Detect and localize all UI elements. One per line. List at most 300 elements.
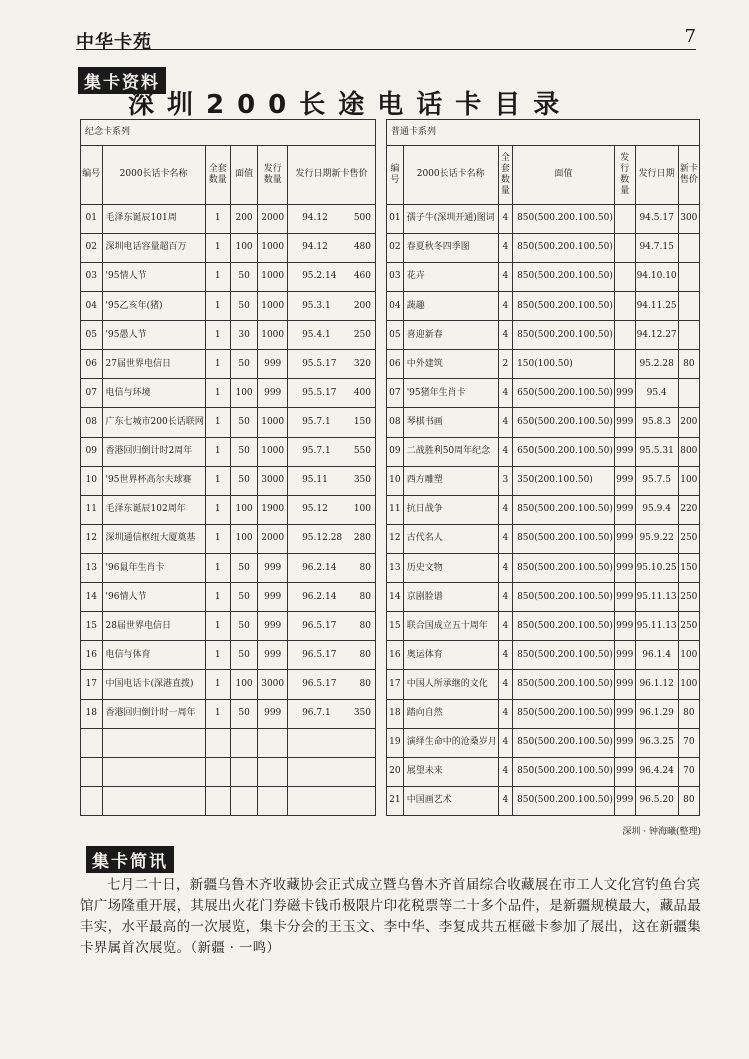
- cell-set-qty: 4: [498, 641, 512, 670]
- catalog-title: 深圳200长途电话卡目录: [128, 90, 573, 120]
- cell-issue-qty: 2000: [258, 524, 288, 553]
- table-row: [387, 233, 700, 262]
- cell-name: [102, 728, 205, 757]
- section-label-card-info: 集卡资料: [78, 67, 166, 94]
- col-header-issue-qty: 发行数量: [258, 146, 288, 204]
- table-row: [387, 670, 700, 699]
- cell-set-qty: 4: [498, 321, 512, 350]
- table-row: [81, 583, 376, 612]
- cell-number: [81, 757, 103, 786]
- cell-name: 孺子牛(深圳开通)图词: [403, 204, 498, 233]
- table-row: [387, 408, 700, 437]
- cell-issue-qty: 999: [258, 699, 288, 728]
- cell-new-price: [678, 233, 699, 262]
- cell-issue-date: 94.11.25: [635, 291, 678, 320]
- table-row: [387, 204, 700, 233]
- col-header-name: 2000长话卡名称: [102, 146, 205, 204]
- cell-date-price: [288, 670, 376, 699]
- cell-issue-date: 94.12: [302, 213, 328, 224]
- cell-number: 04: [387, 291, 404, 320]
- table-row: [81, 553, 376, 582]
- table-row: [387, 699, 700, 728]
- cell-new-price: 460: [353, 271, 371, 282]
- cell-number: [81, 786, 103, 815]
- cell-set-qty: 1: [205, 524, 230, 553]
- cell-issue-qty: [614, 233, 635, 262]
- cell-date-price: [288, 495, 376, 524]
- compiler-credit: 深圳 · 钟海曦(整理): [622, 827, 701, 837]
- cell-new-price: 80: [359, 620, 371, 631]
- table-row: [81, 641, 376, 670]
- cell-face-value: 50: [230, 408, 258, 437]
- cell-face-value: 850(500.200.100.50): [513, 583, 615, 612]
- cell-issue-date: 96.2.14: [302, 591, 337, 602]
- cell-face-value: 50: [230, 466, 258, 495]
- cell-issue-qty: 999: [614, 408, 635, 437]
- cell-set-qty: 1: [205, 233, 230, 262]
- cell-number: 11: [81, 495, 103, 524]
- cell-issue-qty: 999: [258, 641, 288, 670]
- cell-new-price: 100: [678, 670, 699, 699]
- cell-face-value: 30: [230, 321, 258, 350]
- cell-issue-date: 95.5.17: [302, 387, 337, 398]
- cell-set-qty: 1: [205, 641, 230, 670]
- cell-face-value: 50: [230, 583, 258, 612]
- table-row: [81, 495, 376, 524]
- cell-set-qty: 1: [205, 262, 230, 291]
- cell-number: 15: [387, 612, 404, 641]
- cell-number: 14: [81, 583, 103, 612]
- cell-new-price: 100: [678, 641, 699, 670]
- cell-name: '95世界杯高尔夫球赛: [102, 466, 205, 495]
- col-header-name: 2000长话卡名称: [403, 146, 498, 204]
- cell-issue-qty: 3000: [258, 670, 288, 699]
- col-header-issue-qty: 发行数量: [614, 146, 635, 204]
- cell-new-price: 70: [678, 757, 699, 786]
- cell-new-price: [678, 321, 699, 350]
- cell-issue-date: 96.3.25: [635, 728, 678, 757]
- cell-name: 喜迎新春: [403, 321, 498, 350]
- cell-date-price: [288, 524, 376, 553]
- table-row: [387, 612, 700, 641]
- cell-new-price: 250: [353, 329, 371, 340]
- cell-name: 电信与环境: [102, 379, 205, 408]
- cell-name: 香港回归倒计时一周年: [102, 699, 205, 728]
- cell-new-price: 350: [353, 475, 371, 486]
- col-header-date-price: [288, 146, 376, 204]
- cell-issue-qty: 1900: [258, 495, 288, 524]
- cell-face-value: 50: [230, 291, 258, 320]
- cell-new-price: 100: [353, 504, 371, 515]
- cell-number: 07: [387, 379, 404, 408]
- cell-issue-qty: 1000: [258, 233, 288, 262]
- cell-issue-qty: 1000: [258, 262, 288, 291]
- cell-name: 毛泽东诞辰101周: [102, 204, 205, 233]
- cell-new-price: 80: [359, 591, 371, 602]
- cell-face-value: 850(500.200.100.50): [513, 757, 615, 786]
- table-row: [387, 350, 700, 379]
- cell-issue-date: 96.7.1: [302, 708, 331, 719]
- cell-number: 05: [387, 321, 404, 350]
- cell-new-price: 550: [353, 446, 371, 457]
- cell-date-price: [288, 583, 376, 612]
- col-header-issue-date: 发行日期: [635, 146, 678, 204]
- cell-new-price: 80: [359, 562, 371, 573]
- cell-issue-qty: 1000: [258, 291, 288, 320]
- cell-new-price: [678, 379, 699, 408]
- cell-name: 28届世界电信日: [102, 612, 205, 641]
- cell-issue-date: 96.2.14: [302, 562, 337, 573]
- table-row: [387, 262, 700, 291]
- cell-name: 演绎生命中的沧桑岁月: [403, 728, 498, 757]
- cell-face-value: 650(500.200.100.50): [513, 437, 615, 466]
- cell-issue-date: 95.9.4: [635, 495, 678, 524]
- cell-number: 09: [387, 437, 404, 466]
- cell-name: '96情人节: [102, 583, 205, 612]
- cell-set-qty: 1: [205, 583, 230, 612]
- cell-issue-date: 96.5.17: [302, 620, 337, 631]
- regular-series-title: 普通卡系列: [387, 120, 700, 146]
- cell-new-price: 80: [678, 350, 699, 379]
- cell-face-value: 850(500.200.100.50): [513, 699, 615, 728]
- cell-name: 踏向自然: [403, 699, 498, 728]
- table-row: [81, 524, 376, 553]
- cell-issue-qty: 999: [258, 379, 288, 408]
- cell-issue-qty: 999: [614, 379, 635, 408]
- cell-date-price: [288, 786, 376, 815]
- cell-new-price: 300: [678, 204, 699, 233]
- cell-set-qty: 4: [498, 553, 512, 582]
- table-row: [387, 583, 700, 612]
- cell-issue-date: 95.9.22: [635, 524, 678, 553]
- table-row: [387, 757, 700, 786]
- cell-issue-qty: 999: [614, 583, 635, 612]
- cell-name: '96鼠年生肖卡: [102, 553, 205, 582]
- cell-issue-qty: 2000: [258, 204, 288, 233]
- cell-name: 琴棋书画: [403, 408, 498, 437]
- cell-number: 18: [81, 699, 103, 728]
- cell-issue-date: 95.2.28: [635, 350, 678, 379]
- cell-face-value: 850(500.200.100.50): [513, 524, 615, 553]
- cell-issue-date: 95.2.14: [302, 271, 337, 282]
- cell-number: 08: [81, 408, 103, 437]
- table-row: [81, 204, 376, 233]
- cell-name: 展望未来: [403, 757, 498, 786]
- cell-issue-qty: 999: [614, 612, 635, 641]
- cell-date-price: [288, 641, 376, 670]
- table-row: [387, 437, 700, 466]
- cell-set-qty: 4: [498, 379, 512, 408]
- cell-number: 05: [81, 321, 103, 350]
- cell-face-value: [230, 786, 258, 815]
- col-header-new-price: 新卡售价: [678, 146, 699, 204]
- cell-set-qty: 4: [498, 583, 512, 612]
- cell-issue-qty: [258, 786, 288, 815]
- cell-number: 02: [81, 233, 103, 262]
- cell-name: 深圳电话容量超百万: [102, 233, 205, 262]
- cell-name: 花卉: [403, 262, 498, 291]
- cell-name: [102, 786, 205, 815]
- cell-number: 14: [387, 583, 404, 612]
- cell-set-qty: 1: [205, 291, 230, 320]
- cell-issue-date: 95.7.1: [302, 446, 331, 457]
- cell-issue-date: 95.4.1: [302, 329, 331, 340]
- cell-face-value: 850(500.200.100.50): [513, 728, 615, 757]
- cell-face-value: 50: [230, 437, 258, 466]
- cell-set-qty: 4: [498, 670, 512, 699]
- cell-set-qty: 1: [205, 408, 230, 437]
- cell-date-price: [288, 233, 376, 262]
- cell-issue-date: 95.5.31: [635, 437, 678, 466]
- table-row: [387, 379, 700, 408]
- cell-number: 15: [81, 612, 103, 641]
- cell-set-qty: 4: [498, 291, 512, 320]
- table-row: [387, 321, 700, 350]
- cell-face-value: 850(500.200.100.50): [513, 670, 615, 699]
- table-row: [387, 524, 700, 553]
- cell-number: 18: [387, 699, 404, 728]
- cell-issue-qty: 999: [258, 350, 288, 379]
- cell-set-qty: 1: [205, 612, 230, 641]
- cell-name: 中国画艺术: [403, 786, 498, 815]
- cell-name: 中外建筑: [403, 350, 498, 379]
- cell-issue-date: 95.10.25: [635, 553, 678, 582]
- cell-issue-date: 96.4.24: [635, 757, 678, 786]
- cell-set-qty: 1: [205, 437, 230, 466]
- cell-number: 12: [387, 524, 404, 553]
- cell-issue-date: 95.12.28: [302, 533, 343, 544]
- table-row: [81, 437, 376, 466]
- cell-number: 12: [81, 524, 103, 553]
- table-row: [81, 233, 376, 262]
- cell-date-price: [288, 350, 376, 379]
- table-row: [387, 495, 700, 524]
- cell-face-value: 50: [230, 553, 258, 582]
- cell-name: 中国电话卡(深港直拨): [102, 670, 205, 699]
- cell-name: [102, 757, 205, 786]
- cell-issue-date: 96.1.4: [635, 641, 678, 670]
- cell-name: 春夏秋冬四季图: [403, 233, 498, 262]
- cell-number: 01: [387, 204, 404, 233]
- cell-number: 04: [81, 291, 103, 320]
- cell-date-price: [288, 757, 376, 786]
- cell-name: '95猪年生肖卡: [403, 379, 498, 408]
- cell-new-price: 400: [353, 387, 371, 398]
- cell-new-price: 250: [678, 612, 699, 641]
- cell-face-value: 850(500.200.100.50): [513, 233, 615, 262]
- cell-issue-qty: [258, 728, 288, 757]
- cell-issue-qty: 999: [614, 728, 635, 757]
- cell-number: 08: [387, 408, 404, 437]
- cell-face-value: 850(500.200.100.50): [513, 204, 615, 233]
- cell-set-qty: 1: [205, 321, 230, 350]
- cell-number: 17: [387, 670, 404, 699]
- table-row: [387, 641, 700, 670]
- cell-date-price: [288, 262, 376, 291]
- cell-name: 中国人所承继的文化: [403, 670, 498, 699]
- col-header-set-qty: 全套数量: [205, 146, 230, 204]
- catalog-tables: [80, 119, 700, 816]
- cell-name: '95乙亥年(猪): [102, 291, 205, 320]
- cell-name: 深圳通信枢纽大厦奠基: [102, 524, 205, 553]
- table-row: [81, 350, 376, 379]
- cell-face-value: 850(500.200.100.50): [513, 291, 615, 320]
- table-row: [81, 291, 376, 320]
- cell-new-price: 800: [678, 437, 699, 466]
- cell-face-value: 50: [230, 641, 258, 670]
- table-row: [387, 466, 700, 495]
- cell-set-qty: 4: [498, 612, 512, 641]
- table-row: [387, 553, 700, 582]
- section-label-card-news: 集卡简讯: [86, 846, 174, 873]
- cell-set-qty: 4: [498, 786, 512, 815]
- news-paragraph: 七月二十日，新疆乌鲁木齐收藏协会正式成立暨乌鲁木齐首届综合收藏展在市工人文化宫钓鱼台宾馆广场隆重开展，其展出火花门券磁卡钱币极限片印花税票等二十多个品件，是新疆规模最大，藏品最丰实，水平最高的一次展览，集卡分会的王玉文、李中华、李复成共五框磁卡参加了展出，这在新疆集卡界属首次展览。（新疆 · 一鸣）: [80, 877, 701, 956]
- cell-issue-date: 94.5.17: [635, 204, 678, 233]
- table-row: [81, 262, 376, 291]
- page-header: [76, 26, 696, 53]
- cell-number: 02: [387, 233, 404, 262]
- cell-name: 蔬趣: [403, 291, 498, 320]
- cell-issue-date: 94.12.27: [635, 321, 678, 350]
- cell-issue-date: 96.5.17: [302, 678, 337, 689]
- cell-issue-date: 95.11.13: [635, 583, 678, 612]
- page-number: 7: [684, 26, 696, 47]
- cell-new-price: 80: [678, 699, 699, 728]
- cell-date-price: [288, 612, 376, 641]
- cell-new-price: 320: [353, 358, 371, 369]
- cell-name: 27届世界电信日: [102, 350, 205, 379]
- cell-name: '95情人节: [102, 262, 205, 291]
- table-row: [81, 728, 376, 757]
- cell-issue-qty: [258, 757, 288, 786]
- cell-number: 11: [387, 495, 404, 524]
- cell-issue-qty: 999: [614, 524, 635, 553]
- cell-name: 京剧脸谱: [403, 583, 498, 612]
- cell-name: 联合国成立五十周年: [403, 612, 498, 641]
- cell-number: 07: [81, 379, 103, 408]
- cell-new-price: 220: [678, 495, 699, 524]
- cell-set-qty: 4: [498, 757, 512, 786]
- cell-face-value: 100: [230, 495, 258, 524]
- commemorative-table: [80, 119, 376, 816]
- cell-face-value: 850(500.200.100.50): [513, 321, 615, 350]
- cell-set-qty: 4: [498, 408, 512, 437]
- cell-issue-qty: [614, 321, 635, 350]
- cell-new-price: 500: [353, 213, 371, 224]
- table-row: [81, 379, 376, 408]
- cell-name: 西方雕塑: [403, 466, 498, 495]
- cell-number: 17: [81, 670, 103, 699]
- regular-table: [386, 119, 700, 816]
- cell-face-value: 50: [230, 699, 258, 728]
- cell-issue-qty: 999: [614, 437, 635, 466]
- cell-face-value: [230, 728, 258, 757]
- cell-issue-date: 95.7.1: [302, 416, 331, 427]
- col-header-set-qty: 全套数量: [498, 146, 512, 204]
- cell-number: 16: [387, 641, 404, 670]
- cell-name: 毛泽东诞辰102周年: [102, 495, 205, 524]
- cell-set-qty: 4: [498, 262, 512, 291]
- table-row: [81, 670, 376, 699]
- table-row: [81, 699, 376, 728]
- cell-set-qty: [205, 757, 230, 786]
- cell-date-price: [288, 437, 376, 466]
- cell-name: 电信与体育: [102, 641, 205, 670]
- cell-face-value: 850(500.200.100.50): [513, 262, 615, 291]
- cell-set-qty: 3: [498, 466, 512, 495]
- cell-number: [81, 728, 103, 757]
- cell-date-price: [288, 379, 376, 408]
- cell-number: 09: [81, 437, 103, 466]
- cell-issue-date: 95.7.5: [635, 466, 678, 495]
- cell-new-price: 280: [353, 533, 371, 544]
- cell-name: 二战胜利50周年纪念: [403, 437, 498, 466]
- cell-issue-date: 95.4: [635, 379, 678, 408]
- cell-face-value: 150(100.50): [513, 350, 615, 379]
- cell-issue-date: 95.8.3: [635, 408, 678, 437]
- cell-new-price: [678, 291, 699, 320]
- cell-issue-qty: 999: [258, 612, 288, 641]
- cell-face-value: 100: [230, 670, 258, 699]
- cell-set-qty: [205, 728, 230, 757]
- commemorative-series-title: 纪念卡系列: [81, 120, 376, 146]
- cell-set-qty: 4: [498, 699, 512, 728]
- cell-issue-qty: [614, 350, 635, 379]
- cell-issue-qty: 1000: [258, 321, 288, 350]
- cell-issue-qty: [614, 204, 635, 233]
- cell-set-qty: 4: [498, 728, 512, 757]
- cell-number: 20: [387, 757, 404, 786]
- cell-name: 古代名人: [403, 524, 498, 553]
- cell-issue-date: 96.5.17: [302, 649, 337, 660]
- cell-date-price: [288, 291, 376, 320]
- cell-set-qty: [205, 786, 230, 815]
- cell-issue-qty: 999: [614, 786, 635, 815]
- cell-issue-date: 95.11.13: [635, 612, 678, 641]
- cell-new-price: 250: [678, 583, 699, 612]
- cell-date-price: [288, 699, 376, 728]
- cell-face-value: 100: [230, 524, 258, 553]
- col-header-number: 编号: [81, 146, 103, 204]
- cell-number: 03: [387, 262, 404, 291]
- cell-face-value: 100: [230, 233, 258, 262]
- cell-issue-qty: 999: [614, 641, 635, 670]
- cell-issue-date: 94.12: [302, 242, 328, 253]
- cell-issue-qty: 999: [258, 583, 288, 612]
- cell-name: 抗日战争: [403, 495, 498, 524]
- cell-new-price: [678, 262, 699, 291]
- cell-set-qty: 1: [205, 350, 230, 379]
- table-row: [81, 321, 376, 350]
- cell-new-price: 70: [678, 728, 699, 757]
- cell-issue-qty: [614, 262, 635, 291]
- cell-new-price: 100: [678, 466, 699, 495]
- cell-new-price: 200: [353, 300, 371, 311]
- cell-issue-qty: 999: [614, 757, 635, 786]
- cell-new-price: 350: [353, 708, 371, 719]
- cell-set-qty: 1: [205, 379, 230, 408]
- cell-issue-qty: 999: [614, 466, 635, 495]
- cell-number: 01: [81, 204, 103, 233]
- table-row: [81, 408, 376, 437]
- cell-number: 03: [81, 262, 103, 291]
- cell-number: 06: [387, 350, 404, 379]
- cell-number: 21: [387, 786, 404, 815]
- cell-name: 奥运体育: [403, 641, 498, 670]
- cell-face-value: 850(500.200.100.50): [513, 786, 615, 815]
- cell-face-value: 50: [230, 612, 258, 641]
- cell-number: 10: [81, 466, 103, 495]
